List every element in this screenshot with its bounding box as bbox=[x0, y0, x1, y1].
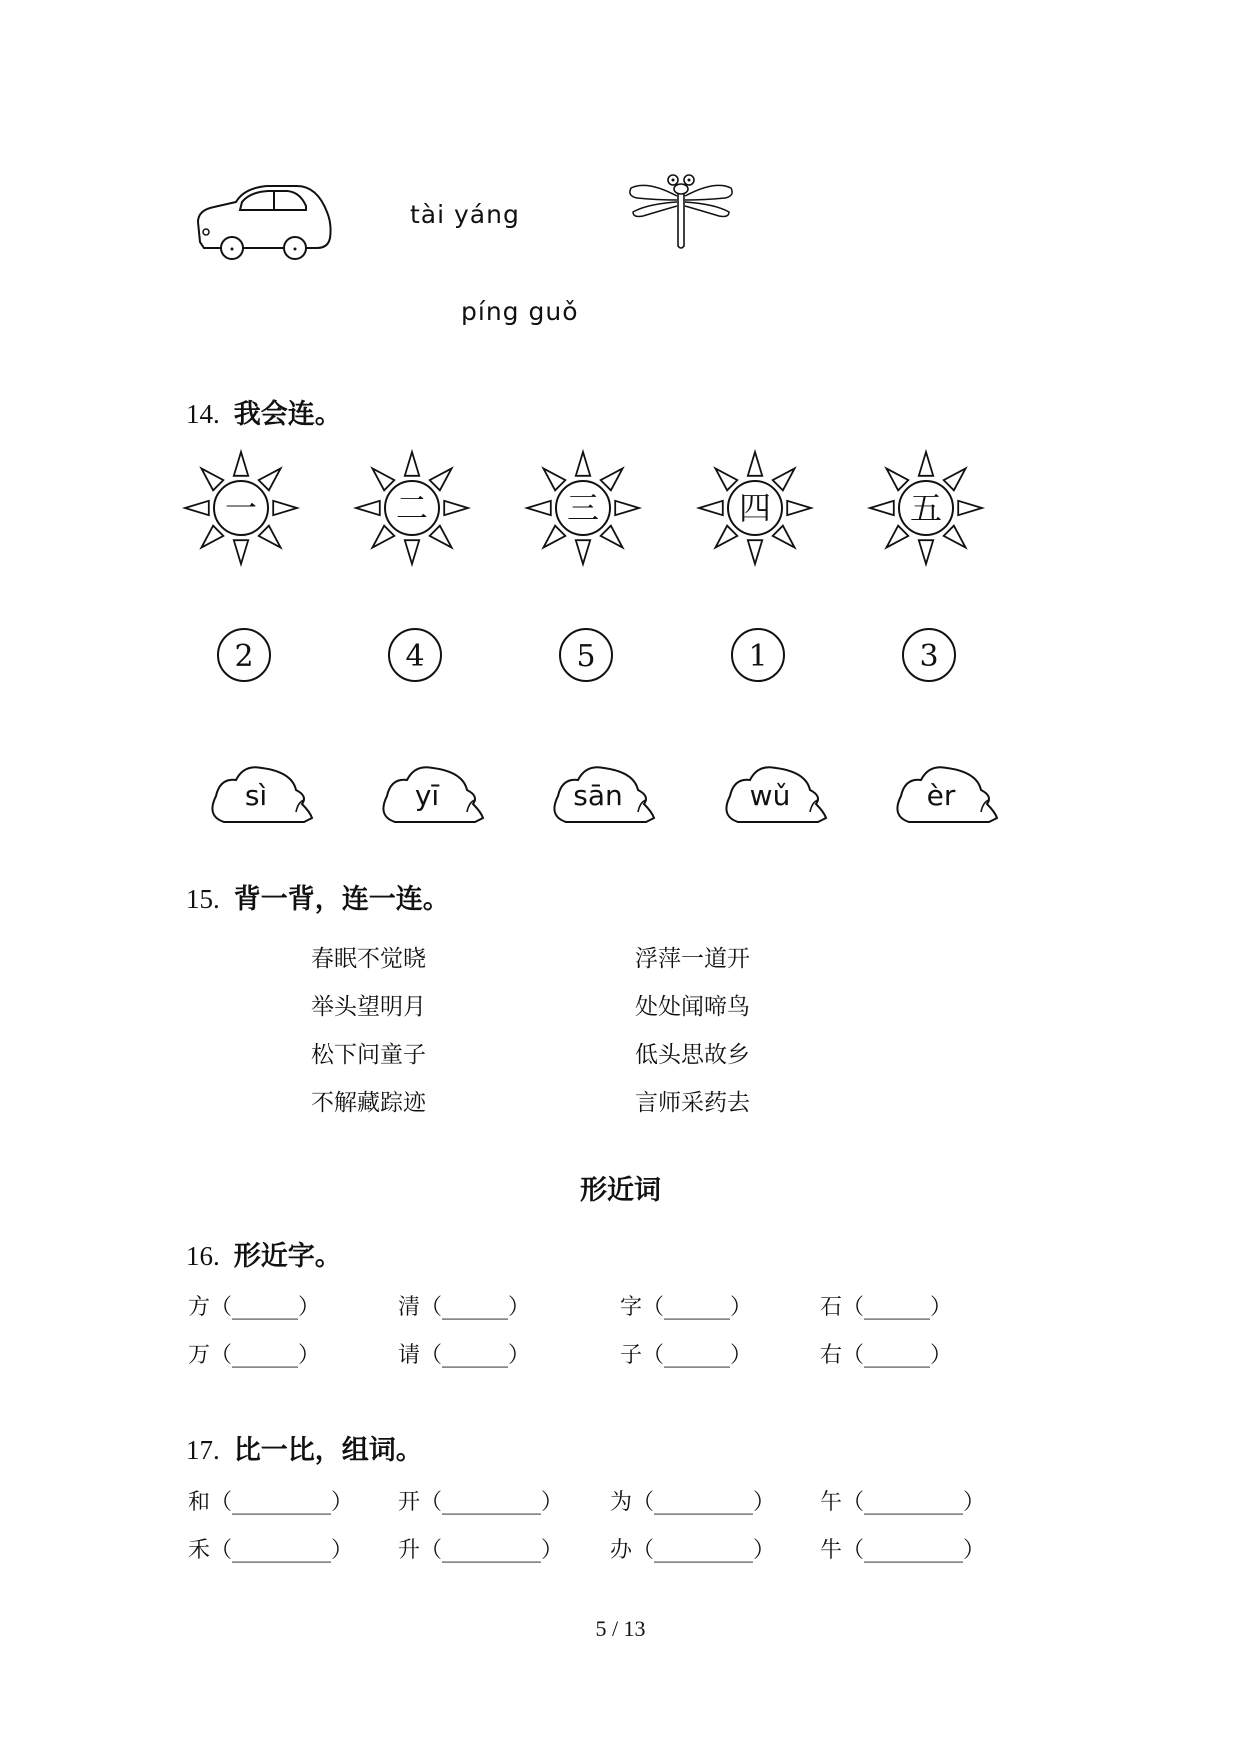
sun-row bbox=[0, 440, 1241, 580]
sun-ray bbox=[919, 540, 933, 564]
sun-ray bbox=[405, 540, 419, 564]
question-text: 比一比，组词。 bbox=[233, 1435, 423, 1466]
cloud-row bbox=[0, 752, 1241, 832]
cloud-icon bbox=[383, 767, 483, 822]
car-icon bbox=[192, 180, 337, 260]
sun-ray bbox=[405, 452, 419, 476]
number-label: 5 bbox=[576, 639, 596, 674]
sun-ray bbox=[787, 501, 811, 515]
sun-icon bbox=[356, 452, 468, 564]
cloud-pinyin: wǔ bbox=[749, 779, 791, 812]
q17-item: 和（_________） bbox=[188, 1490, 354, 1515]
question-16-title bbox=[186, 1234, 342, 1273]
sun-ray bbox=[234, 540, 248, 564]
sun-label: 五 bbox=[909, 489, 943, 527]
sun-icon bbox=[527, 452, 639, 564]
sun-ray bbox=[748, 452, 762, 476]
sun-label: 二 bbox=[395, 489, 429, 527]
sun-ray bbox=[372, 526, 394, 548]
sun-ray bbox=[234, 452, 248, 476]
sun-ray bbox=[944, 526, 966, 548]
q16-item: 石（______） bbox=[820, 1295, 953, 1320]
sun-label: 三 bbox=[566, 489, 600, 527]
question-14-title bbox=[186, 392, 342, 431]
number-circle bbox=[389, 629, 441, 681]
sun-ray bbox=[919, 452, 933, 476]
question-15-title bbox=[186, 877, 450, 916]
question-number: 16. bbox=[186, 1241, 220, 1271]
sun-icon bbox=[185, 452, 297, 564]
number-circle bbox=[560, 629, 612, 681]
number-label: 4 bbox=[405, 639, 425, 674]
poem-left-column bbox=[311, 935, 426, 1127]
sun-ray bbox=[356, 501, 380, 515]
sun-ray bbox=[543, 468, 565, 490]
poem-line: 处处闻啼鸟 bbox=[635, 994, 750, 1020]
cloud-icon bbox=[726, 767, 826, 822]
poem-line: 举头望明月 bbox=[311, 994, 426, 1020]
question-text: 我会连。 bbox=[233, 399, 342, 430]
q16-item: 子（______） bbox=[620, 1343, 753, 1368]
sun-ray bbox=[527, 501, 551, 515]
sun-ray bbox=[886, 468, 908, 490]
poem-line: 浮萍一道开 bbox=[635, 946, 750, 972]
cloud-pinyin: èr bbox=[926, 779, 956, 812]
number-label: 1 bbox=[748, 639, 768, 674]
question-number: 14. bbox=[186, 399, 220, 429]
sun-label: 一 bbox=[224, 489, 258, 527]
sun-ray bbox=[615, 501, 639, 515]
sun-ray bbox=[944, 468, 966, 490]
q17-item: 午（_________） bbox=[820, 1490, 986, 1515]
sun-ray bbox=[870, 501, 894, 515]
question-17-title bbox=[186, 1428, 423, 1467]
poem-right-column bbox=[635, 935, 750, 1127]
sun-ray bbox=[699, 501, 723, 515]
sun-ray bbox=[576, 540, 590, 564]
sun-ray bbox=[601, 526, 623, 548]
sun-ray bbox=[185, 501, 209, 515]
q16-item: 方（______） bbox=[188, 1295, 321, 1320]
q16-item: 清（______） bbox=[398, 1295, 531, 1320]
q17-item: 牛（_________） bbox=[820, 1538, 986, 1563]
q16-item: 万（______） bbox=[188, 1343, 321, 1368]
q17-item: 办（_________） bbox=[610, 1538, 776, 1563]
poem-line: 春眠不觉晓 bbox=[311, 946, 426, 972]
cloud-icon bbox=[212, 767, 312, 822]
sun-ray bbox=[958, 501, 982, 515]
cloud-pinyin: yī bbox=[414, 779, 440, 812]
poem-line: 低头思故乡 bbox=[635, 1042, 750, 1068]
question-number: 15. bbox=[186, 884, 220, 914]
sun-ray bbox=[748, 540, 762, 564]
sun-icon bbox=[870, 452, 982, 564]
q16-item: 请（______） bbox=[398, 1343, 531, 1368]
sun-label: 四 bbox=[738, 489, 772, 527]
sun-ray bbox=[201, 468, 223, 490]
sun-ray bbox=[259, 526, 281, 548]
q17-item: 为（_________） bbox=[610, 1490, 776, 1515]
cloud-icon bbox=[554, 767, 654, 822]
cloud-icon bbox=[897, 767, 997, 822]
cloud-pinyin: sì bbox=[244, 779, 268, 812]
sun-ray bbox=[543, 526, 565, 548]
sun-ray bbox=[773, 526, 795, 548]
q17-item: 升（_________） bbox=[398, 1538, 564, 1563]
q16-item: 字（______） bbox=[620, 1295, 753, 1320]
sun-ray bbox=[259, 468, 281, 490]
number-circle-row bbox=[0, 620, 1241, 690]
poem-line: 松下问童子 bbox=[311, 1042, 426, 1068]
q17-item: 禾（_________） bbox=[188, 1538, 354, 1563]
sun-ray bbox=[886, 526, 908, 548]
number-circle bbox=[218, 629, 270, 681]
number-circle bbox=[903, 629, 955, 681]
q17-item: 开（_________） bbox=[398, 1490, 564, 1515]
sun-ray bbox=[715, 526, 737, 548]
question-text: 形近字。 bbox=[233, 1241, 342, 1272]
poem-line: 不解藏踪迹 bbox=[311, 1090, 426, 1116]
number-circle bbox=[732, 629, 784, 681]
cloud-pinyin: sān bbox=[573, 779, 623, 812]
sun-ray bbox=[201, 526, 223, 548]
sun-ray bbox=[715, 468, 737, 490]
question-number: 17. bbox=[186, 1435, 220, 1465]
number-label: 2 bbox=[234, 639, 254, 674]
pinyin-taiyang: tài yáng bbox=[410, 200, 520, 229]
sun-ray bbox=[773, 468, 795, 490]
sun-ray bbox=[273, 501, 297, 515]
sun-ray bbox=[372, 468, 394, 490]
page-number: 5 / 13 bbox=[595, 1616, 646, 1641]
pinyin-pingguo: píng guǒ bbox=[461, 297, 579, 326]
sun-ray bbox=[430, 526, 452, 548]
number-label: 3 bbox=[919, 639, 939, 674]
dragonfly-icon bbox=[627, 172, 737, 252]
section-title: 形近词 bbox=[580, 1175, 661, 1206]
poem-line: 言师采药去 bbox=[635, 1090, 750, 1116]
sun-ray bbox=[444, 501, 468, 515]
sun-ray bbox=[576, 452, 590, 476]
sun-icon bbox=[699, 452, 811, 564]
sun-ray bbox=[430, 468, 452, 490]
sun-ray bbox=[601, 468, 623, 490]
question-text: 背一背，连一连。 bbox=[233, 884, 450, 915]
q16-item: 右（______） bbox=[820, 1343, 953, 1368]
